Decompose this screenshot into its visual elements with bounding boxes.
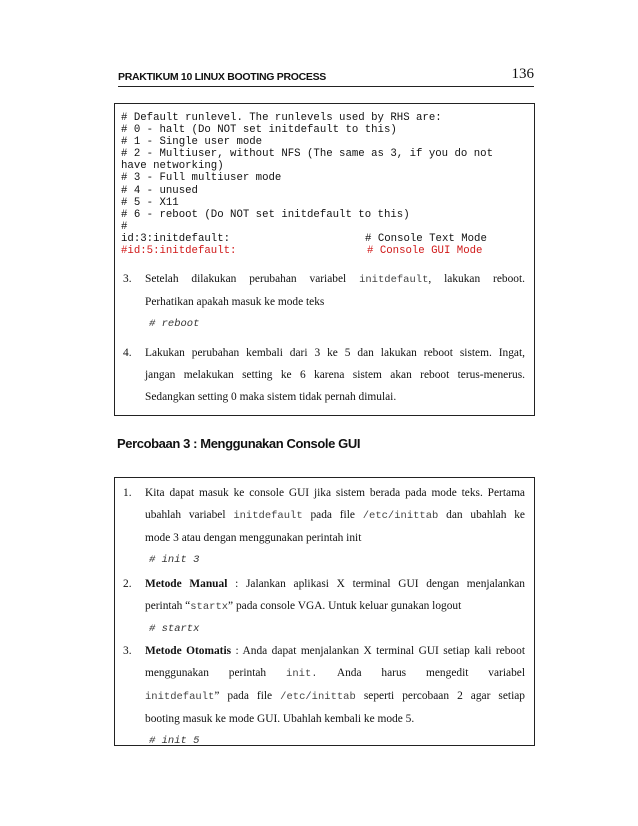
section-title: Percobaan 3 : Menggunakan Console GUI: [117, 436, 361, 451]
step-number: 4.: [123, 347, 132, 359]
code-line: # Default runlevel. The runlevels used by RHS are:: [121, 112, 442, 124]
inline-code: /etc/inittab: [280, 691, 356, 703]
step-3-automatic-method: [123, 640, 525, 752]
command-line: # init 3: [149, 554, 200, 566]
step-text: initdefault” pada file /etc/inittab seperti percobaan 2 agar setiap: [145, 690, 525, 703]
command-line: # startx: [149, 623, 200, 635]
code-line-left: #id:5:initdefault:: [121, 245, 237, 258]
step-text: mode 3 atau dengan menggunakan perintah init: [145, 532, 362, 544]
inline-code: initdefault: [233, 510, 303, 522]
code-row-text-mode: [121, 233, 493, 245]
step-text: booting masuk ke mode GUI. Ubahlah kembali ke mode 5.: [145, 713, 415, 725]
method-label: Metode Manual: [145, 578, 228, 590]
inline-code: init.: [286, 668, 318, 680]
step-1-console-gui: [123, 482, 525, 571]
step-text: Metode Manual : Jalankan aplikasi X terminal GUI dengan menjalankan: [145, 578, 525, 590]
command-line: # reboot: [149, 318, 200, 330]
step-2-manual-method: [123, 573, 525, 640]
step-text: jangan melakukan setting ke 6 karena sistem akan reboot terus-menerus.: [145, 369, 525, 381]
code-line: # 1 - Single user mode: [121, 136, 263, 149]
code-row-gui-mode: [121, 245, 493, 257]
code-line: # 6 - reboot (Do NOT set initdefault to this): [121, 208, 410, 221]
header-title: PRAKTIKUM 10 LINUX BOOTING PROCESS: [118, 71, 326, 83]
step-number: 3.: [123, 273, 132, 285]
step-text: ubahlah variabel initdefault pada file /etc/inittab dan ubahlah ke: [145, 509, 525, 522]
page-number: 136: [511, 66, 534, 82]
code-line-left: id:3:initdefault:: [121, 232, 231, 245]
page-header: [118, 66, 534, 86]
step-4-change-back: [123, 342, 525, 408]
step-text: Metode Otomatis : Anda dapat menjalankan X terminal GUI setiap kali reboot: [145, 645, 525, 657]
step-text: Setelah dilakukan perubahan variabel initdefault, lakukan reboot.: [145, 273, 525, 286]
step-text: Sedangkan setting 0 maka sistem tidak pernah dimulai.: [145, 391, 397, 403]
command-line: # init 5: [149, 735, 200, 747]
step-text: Perhatikan apakah masuk ke mode teks: [145, 296, 325, 308]
code-line: # 5 - X11: [121, 196, 179, 209]
step-text: perintah “startx” pada console VGA. Untuk keluar gunakan logout: [145, 600, 462, 613]
inline-code: initdefault: [359, 274, 429, 286]
code-line: # 0 - halt (Do NOT set initdefault to this): [121, 124, 397, 137]
code-line: # 2 - Multiuser, without NFS (The same as 3, if you do not: [121, 148, 493, 161]
code-comment: # Console GUI Mode: [367, 245, 483, 258]
code-line: # 4 - unused: [121, 184, 198, 197]
step-number: 1.: [123, 487, 132, 499]
inline-code: startx: [190, 601, 229, 613]
instruction-box-2: [114, 477, 535, 746]
code-line: #: [121, 220, 128, 233]
instruction-box-1: [114, 103, 535, 416]
step-text: Kita dapat masuk ke console GUI jika sistem berada pada mode teks. Pertama: [145, 487, 525, 499]
inline-code: /etc/inittab: [362, 510, 439, 522]
code-line: # 3 - Full multiuser mode: [121, 172, 282, 185]
step-number: 2.: [123, 578, 132, 590]
step-text: menggunakan perintah init. Anda harus mengedit variabel: [145, 667, 525, 680]
step-3-reboot: [123, 268, 525, 335]
code-block: [121, 112, 493, 257]
code-comment: # Console Text Mode: [365, 232, 487, 245]
inline-code: initdefault: [145, 691, 215, 703]
method-label: Metode Otomatis: [145, 645, 232, 657]
step-text: Lakukan perubahan kembali dari 3 ke 5 dan lakukan reboot sistem. Ingat,: [145, 347, 525, 359]
header-rule: [118, 86, 534, 87]
step-number: 3.: [123, 645, 132, 657]
code-line: have networking): [121, 160, 224, 173]
